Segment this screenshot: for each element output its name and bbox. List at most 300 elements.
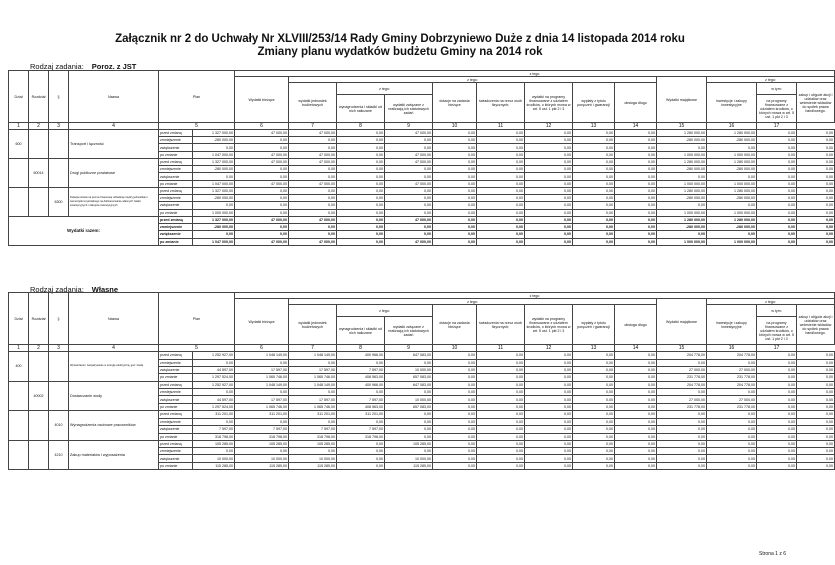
value-cell: 47 000,00 [289, 238, 337, 245]
value-cell: 1 280 000,00 [707, 216, 757, 223]
value-cell: 0,00 [573, 187, 615, 194]
column-number: 11 [477, 345, 525, 352]
value-cell: 0,00 [757, 374, 797, 381]
value-cell: 0,00 [573, 455, 615, 463]
row-type: po zmianie [159, 463, 193, 470]
value-cell: 47 000,00 [235, 130, 289, 137]
row-type: przed zmianą [159, 381, 193, 389]
value-cell: 0,00 [337, 180, 385, 187]
value-cell: 0,00 [235, 144, 289, 151]
summary-label: Wydatki razem: [9, 216, 159, 245]
header-plan: Plan [159, 71, 235, 123]
value-cell: 0,00 [797, 366, 835, 374]
header-rozdzial: Rozdział [29, 293, 49, 345]
value-cell: 10 000,00 [235, 455, 289, 463]
value-cell: 318 798,00 [337, 433, 385, 440]
value-cell: 0,00 [797, 359, 835, 366]
value-cell: 0,00 [337, 359, 385, 366]
value-cell: 0,00 [797, 209, 835, 216]
value-cell: 0,00 [615, 396, 657, 404]
value-cell: 0,00 [573, 224, 615, 231]
value-cell: 0,00 [477, 216, 525, 223]
value-cell: 1 280 000,00 [707, 187, 757, 194]
value-cell: 0,00 [337, 158, 385, 165]
value-cell: 0,00 [797, 374, 835, 381]
value-cell: 0,00 [433, 463, 477, 470]
value-cell: 0,00 [477, 173, 525, 180]
value-cell: 0,00 [573, 151, 615, 158]
value-cell: 0,00 [433, 374, 477, 381]
value-cell: 0,00 [707, 418, 757, 425]
expenses-table [8, 70, 835, 246]
value-cell: 0,00 [477, 418, 525, 425]
value-cell: 0,00 [477, 137, 525, 144]
value-cell: 0,00 [797, 130, 835, 137]
value-cell: 204 778,00 [707, 381, 757, 389]
value-cell: 0,00 [615, 195, 657, 202]
value-cell: 0,00 [573, 425, 615, 433]
value-cell: 0,00 [615, 366, 657, 374]
row-type: przed zmianą [159, 411, 193, 419]
value-cell: 1 000 000,00 [657, 151, 707, 158]
value-cell: 105 285,00 [235, 440, 289, 448]
row-type: zmniejszenie [159, 448, 193, 455]
header-z-tego: z tego [235, 293, 835, 299]
value-cell: 0,00 [337, 195, 385, 202]
row-type: zmniejszenie [159, 389, 193, 396]
rozdzial-cell [29, 130, 49, 159]
task-type-caption: Rodzaj zadania: [30, 62, 84, 71]
value-cell: 0,00 [757, 411, 797, 419]
value-cell: 0,00 [433, 403, 477, 410]
value-cell: 0,00 [757, 137, 797, 144]
value-cell: 408 563,00 [337, 374, 385, 381]
value-cell: 0,00 [573, 238, 615, 245]
value-cell: 1 000 000,00 [657, 238, 707, 245]
value-cell: 0,00 [433, 448, 477, 455]
value-cell: 0,00 [385, 433, 433, 440]
value-cell: 0,00 [477, 433, 525, 440]
header-investments: inwestycje i zakupy inwestycyjne [707, 83, 757, 123]
value-cell: 0,00 [433, 352, 477, 360]
value-cell: 0,00 [797, 195, 835, 202]
value-cell: -280 000,00 [657, 137, 707, 144]
header-debt-service: obsługa długu [615, 305, 657, 345]
value-cell: 0,00 [525, 130, 573, 137]
value-cell: 7 597,00 [337, 396, 385, 404]
value-cell: 0,00 [477, 209, 525, 216]
value-cell: 0,00 [385, 187, 433, 194]
value-cell: 47 000,00 [289, 216, 337, 223]
header-benefits: świadczenia na rzecz osób fizycznych; [477, 305, 525, 345]
value-cell: 0,00 [707, 455, 757, 463]
value-cell: 0,00 [657, 425, 707, 433]
value-cell: 0,00 [433, 411, 477, 419]
item-name: Dostarczanie wody [69, 381, 159, 411]
value-cell: 0,00 [477, 202, 525, 209]
value-cell: 47 000,00 [235, 151, 289, 158]
value-cell: 1 327 000,00 [193, 158, 235, 165]
header-name: Nazwa [69, 71, 159, 123]
value-cell: 1 065 746,00 [289, 403, 337, 410]
value-cell: 105 285,00 [193, 440, 235, 448]
value-cell: 0,00 [615, 374, 657, 381]
value-cell: 0,00 [385, 389, 433, 396]
column-number: 1 [9, 345, 29, 352]
row-type: zmniejszenie [159, 418, 193, 425]
value-cell: 0,00 [797, 425, 835, 433]
column-number: 13 [573, 123, 615, 130]
header-programs: wydatki na programy finansowane z udziałem środków, o których mowa w art. 5 ust. 1 pkt 2 i 3 [525, 83, 573, 123]
value-cell: 0,00 [573, 195, 615, 202]
value-cell: 0,00 [615, 137, 657, 144]
value-cell: 0,00 [477, 195, 525, 202]
value-cell: 0,00 [337, 151, 385, 158]
header-z-tego-property: z tego: [707, 77, 835, 83]
value-cell: 0,00 [477, 411, 525, 419]
value-cell: 0,00 [707, 463, 757, 470]
value-cell: 0,00 [337, 216, 385, 223]
value-cell: 1 252 927,00 [193, 352, 235, 360]
value-cell: 0,00 [573, 137, 615, 144]
header-property-expenses: Wydatki majątkowe [657, 77, 707, 123]
value-cell: 0,00 [657, 448, 707, 455]
value-cell: 0,00 [573, 463, 615, 470]
value-cell: 0,00 [573, 374, 615, 381]
value-cell: 0,00 [289, 209, 337, 216]
value-cell: 0,00 [433, 130, 477, 137]
header-z-tego-units: z tego: [337, 83, 433, 95]
value-cell: 0,00 [615, 359, 657, 366]
column-number: 15 [657, 123, 707, 130]
value-cell: 0,00 [757, 396, 797, 404]
row-type: po zmianie [159, 433, 193, 440]
value-cell: 0,00 [757, 359, 797, 366]
header-dzial: Dział [9, 71, 29, 123]
value-cell: 0,00 [615, 425, 657, 433]
value-cell: 0,00 [797, 411, 835, 419]
value-cell: 0,00 [525, 440, 573, 448]
header-salaries: wynagrodzenia i składki od nich naliczane [337, 317, 385, 345]
value-cell: 105 285,00 [289, 440, 337, 448]
value-cell: 0,00 [797, 231, 835, 238]
value-cell: 0,00 [757, 389, 797, 396]
value-cell: 0,00 [193, 173, 235, 180]
value-cell: 115 285,00 [235, 463, 289, 470]
row-type: zmniejszenie [159, 224, 193, 231]
value-cell: 1 000 000,00 [193, 209, 235, 216]
value-cell: 0,00 [757, 463, 797, 470]
value-cell: 408 563,00 [337, 403, 385, 410]
value-cell: 0,00 [615, 381, 657, 389]
value-cell: 0,00 [385, 173, 433, 180]
column-number: 6 [235, 123, 289, 130]
value-cell: 0,00 [525, 166, 573, 173]
value-cell: 47 000,00 [289, 151, 337, 158]
value-cell: 47 000,00 [385, 238, 433, 245]
value-cell: 0,00 [385, 231, 433, 238]
value-cell: 0,00 [337, 173, 385, 180]
value-cell: 0,00 [525, 151, 573, 158]
value-cell: 0,00 [193, 359, 235, 366]
value-cell: 0,00 [433, 187, 477, 194]
value-cell: 0,00 [707, 433, 757, 440]
value-cell: 0,00 [289, 137, 337, 144]
value-cell: 0,00 [193, 144, 235, 151]
value-cell: 1 280 000,00 [657, 187, 707, 194]
value-cell: 1 280 000,00 [707, 130, 757, 137]
column-number: 16 [707, 123, 757, 130]
header-z-tego-current: z tego: [289, 299, 657, 305]
value-cell: 0,00 [337, 455, 385, 463]
value-cell: 0,00 [525, 374, 573, 381]
value-cell: 0,00 [797, 396, 835, 404]
column-number: 11 [477, 123, 525, 130]
header-shares: zakup i objęcie akcji i udziałów oraz wniesienie wkładów do spółek prawa handlowego. [797, 83, 835, 123]
column-numbers-row [9, 345, 835, 352]
value-cell: -280 000,00 [657, 166, 707, 173]
value-cell: 1 000 000,00 [707, 209, 757, 216]
row-type: przed zmianą [159, 158, 193, 165]
value-cell: 47 000,00 [289, 180, 337, 187]
value-cell: 0,00 [615, 389, 657, 396]
column-number: 7 [289, 123, 337, 130]
value-cell: 0,00 [707, 144, 757, 151]
value-cell: 0,00 [573, 381, 615, 389]
value-cell: 1 000 000,00 [707, 238, 757, 245]
value-cell: 0,00 [757, 433, 797, 440]
column-number: 12 [525, 123, 573, 130]
value-cell: 0,00 [289, 418, 337, 425]
value-cell: 0,00 [525, 202, 573, 209]
value-cell: 0,00 [477, 352, 525, 360]
row-type: po zmianie [159, 374, 193, 381]
value-cell: 0,00 [657, 144, 707, 151]
value-cell: 0,00 [797, 463, 835, 470]
rozdzial-cell [29, 411, 49, 441]
row-type: po zmianie [159, 180, 193, 187]
value-cell: 0,00 [757, 425, 797, 433]
value-cell: 0,00 [477, 130, 525, 137]
value-cell: 231 778,00 [707, 374, 757, 381]
value-cell: 0,00 [615, 238, 657, 245]
column-number: 3 [49, 345, 69, 352]
value-cell: 0,00 [433, 231, 477, 238]
value-cell: 115 285,00 [193, 463, 235, 470]
value-cell: 0,00 [525, 463, 573, 470]
column-number: 10 [433, 345, 477, 352]
row-type: po zmianie [159, 238, 193, 245]
value-cell: 0,00 [573, 158, 615, 165]
value-cell: 0,00 [525, 418, 573, 425]
value-cell: 0,00 [477, 359, 525, 366]
value-cell: 0,00 [289, 202, 337, 209]
table-row [9, 440, 835, 448]
value-cell: 0,00 [525, 158, 573, 165]
value-cell: 1 000 000,00 [657, 209, 707, 216]
column-number: 8 [337, 345, 385, 352]
row-type: przed zmianą [159, 440, 193, 448]
value-cell: 0,00 [433, 209, 477, 216]
value-cell: 0,00 [193, 418, 235, 425]
value-cell: 0,00 [657, 418, 707, 425]
value-cell: 0,00 [757, 352, 797, 360]
value-cell: 0,00 [477, 381, 525, 389]
value-cell: 0,00 [797, 403, 835, 410]
value-cell: 0,00 [757, 455, 797, 463]
value-cell: 311 201,00 [289, 411, 337, 419]
value-cell: 0,00 [707, 448, 757, 455]
header-paragraph: § [49, 71, 69, 123]
value-cell: 0,00 [235, 173, 289, 180]
value-cell: 1 065 746,00 [235, 403, 289, 410]
paragraph-cell [49, 130, 69, 159]
value-cell: 0,00 [757, 418, 797, 425]
value-cell: 0,00 [615, 209, 657, 216]
column-number: 3 [49, 123, 69, 130]
value-cell: 0,00 [615, 180, 657, 187]
value-cell: 0,00 [797, 216, 835, 223]
value-cell: 0,00 [757, 195, 797, 202]
value-cell: 0,00 [433, 137, 477, 144]
value-cell: 115 285,00 [385, 463, 433, 470]
row-type: zwiększenie [159, 425, 193, 433]
value-cell: 0,00 [573, 173, 615, 180]
value-cell: 0,00 [525, 366, 573, 374]
row-type: zmniejszenie [159, 195, 193, 202]
value-cell: 1 065 746,00 [289, 374, 337, 381]
value-cell: 1 000 000,00 [707, 151, 757, 158]
value-cell: 47 000,00 [385, 130, 433, 137]
value-cell: 1 048 149,00 [235, 381, 289, 389]
value-cell: 0,00 [615, 463, 657, 470]
value-cell: 0,00 [573, 130, 615, 137]
value-cell: 0,00 [337, 224, 385, 231]
value-cell: 0,00 [525, 455, 573, 463]
value-cell: 0,00 [573, 411, 615, 419]
paragraph-cell [49, 352, 69, 382]
value-cell: 0,00 [385, 137, 433, 144]
value-cell: 17 597,00 [289, 396, 337, 404]
value-cell: 0,00 [657, 173, 707, 180]
row-type: zwiększenie [159, 366, 193, 374]
value-cell: 0,00 [477, 374, 525, 381]
value-cell: 0,00 [477, 389, 525, 396]
value-cell: 0,00 [337, 448, 385, 455]
value-cell: 0,00 [573, 440, 615, 448]
value-cell: 0,00 [573, 209, 615, 216]
value-cell: 0,00 [757, 366, 797, 374]
header-unit-expenses: wydatki jednostek budżetowych [289, 305, 337, 345]
value-cell: 400 966,00 [337, 352, 385, 360]
value-cell: 0,00 [193, 448, 235, 455]
header-subsidies: dotacje na zadania bieżące [433, 305, 477, 345]
value-cell: 0,00 [797, 151, 835, 158]
value-cell: 0,00 [433, 173, 477, 180]
header-statutory: wydatki związane z realizacją ich statutowych zadań [385, 317, 433, 345]
value-cell: 0,00 [337, 137, 385, 144]
value-cell: 17 597,00 [235, 396, 289, 404]
value-cell: 0,00 [573, 216, 615, 223]
value-cell: 0,00 [573, 389, 615, 396]
value-cell: 10 000,00 [385, 455, 433, 463]
value-cell: 44 597,00 [193, 366, 235, 374]
value-cell: 0,00 [337, 144, 385, 151]
header-current-expenses: Wydatki bieżące [235, 77, 289, 123]
header-subsidies: dotacje na zadania bieżące [433, 83, 477, 123]
header-salaries: wynagrodzenia i składki od nich naliczane [337, 95, 385, 123]
value-cell: 0,00 [525, 238, 573, 245]
value-cell: 0,00 [337, 463, 385, 470]
value-cell: 204 778,00 [657, 352, 707, 360]
value-cell: 0,00 [797, 352, 835, 360]
header-z-tego-units: z tego: [337, 305, 433, 317]
page-number: Strona 1 z 6 [759, 551, 786, 557]
value-cell: 47 000,00 [235, 158, 289, 165]
value-cell: 0,00 [433, 425, 477, 433]
header-investments: inwestycje i zakupy inwestycyjne [707, 305, 757, 345]
table-row [9, 381, 835, 389]
value-cell: 0,00 [657, 231, 707, 238]
value-cell: 0,00 [615, 202, 657, 209]
value-cell: 0,00 [337, 238, 385, 245]
column-number: 14 [615, 345, 657, 352]
value-cell: 0,00 [797, 166, 835, 173]
value-cell: 10 000,00 [289, 455, 337, 463]
value-cell: 0,00 [573, 166, 615, 173]
value-cell: 0,00 [433, 195, 477, 202]
value-cell: 1 047 000,00 [193, 238, 235, 245]
value-cell: 0,00 [757, 224, 797, 231]
value-cell: 0,00 [477, 224, 525, 231]
column-number: 16 [707, 345, 757, 352]
column-number: 6 [235, 345, 289, 352]
value-cell: 0,00 [525, 224, 573, 231]
header-w-tym: w tym: [757, 83, 797, 95]
value-cell: 0,00 [337, 389, 385, 396]
value-cell: 0,00 [525, 195, 573, 202]
value-cell: 0,00 [707, 202, 757, 209]
value-cell: 0,00 [615, 144, 657, 151]
item-name: Wynagrodzenia osobowe pracowników [69, 411, 159, 441]
value-cell: 17 597,00 [235, 366, 289, 374]
rozdzial-cell [29, 187, 49, 216]
value-cell: 231 778,00 [657, 374, 707, 381]
value-cell: 0,00 [525, 381, 573, 389]
summary-row [9, 216, 835, 223]
value-cell: 0,00 [657, 411, 707, 419]
value-cell: 1 047 000,00 [193, 180, 235, 187]
column-numbers-row [9, 123, 835, 130]
value-cell: 0,00 [433, 366, 477, 374]
value-cell: 0,00 [193, 231, 235, 238]
item-name: Wytwarzanie i zaopatrywanie w energię elektryczną, gaz i wodę [69, 352, 159, 382]
value-cell: 0,00 [525, 144, 573, 151]
value-cell: 0,00 [433, 433, 477, 440]
value-cell: -280 000,00 [657, 195, 707, 202]
value-cell: 7 597,00 [193, 425, 235, 433]
rozdzial-cell: 40002 [29, 381, 49, 411]
value-cell: 47 000,00 [235, 238, 289, 245]
value-cell: 0,00 [797, 187, 835, 194]
header-debt-service: obsługa długu [615, 83, 657, 123]
paragraph-cell: 6300 [49, 187, 69, 216]
row-type: po zmianie [159, 151, 193, 158]
value-cell: 0,00 [707, 359, 757, 366]
table-row [9, 352, 835, 360]
row-type: przed zmianą [159, 187, 193, 194]
value-cell: 0,00 [385, 202, 433, 209]
